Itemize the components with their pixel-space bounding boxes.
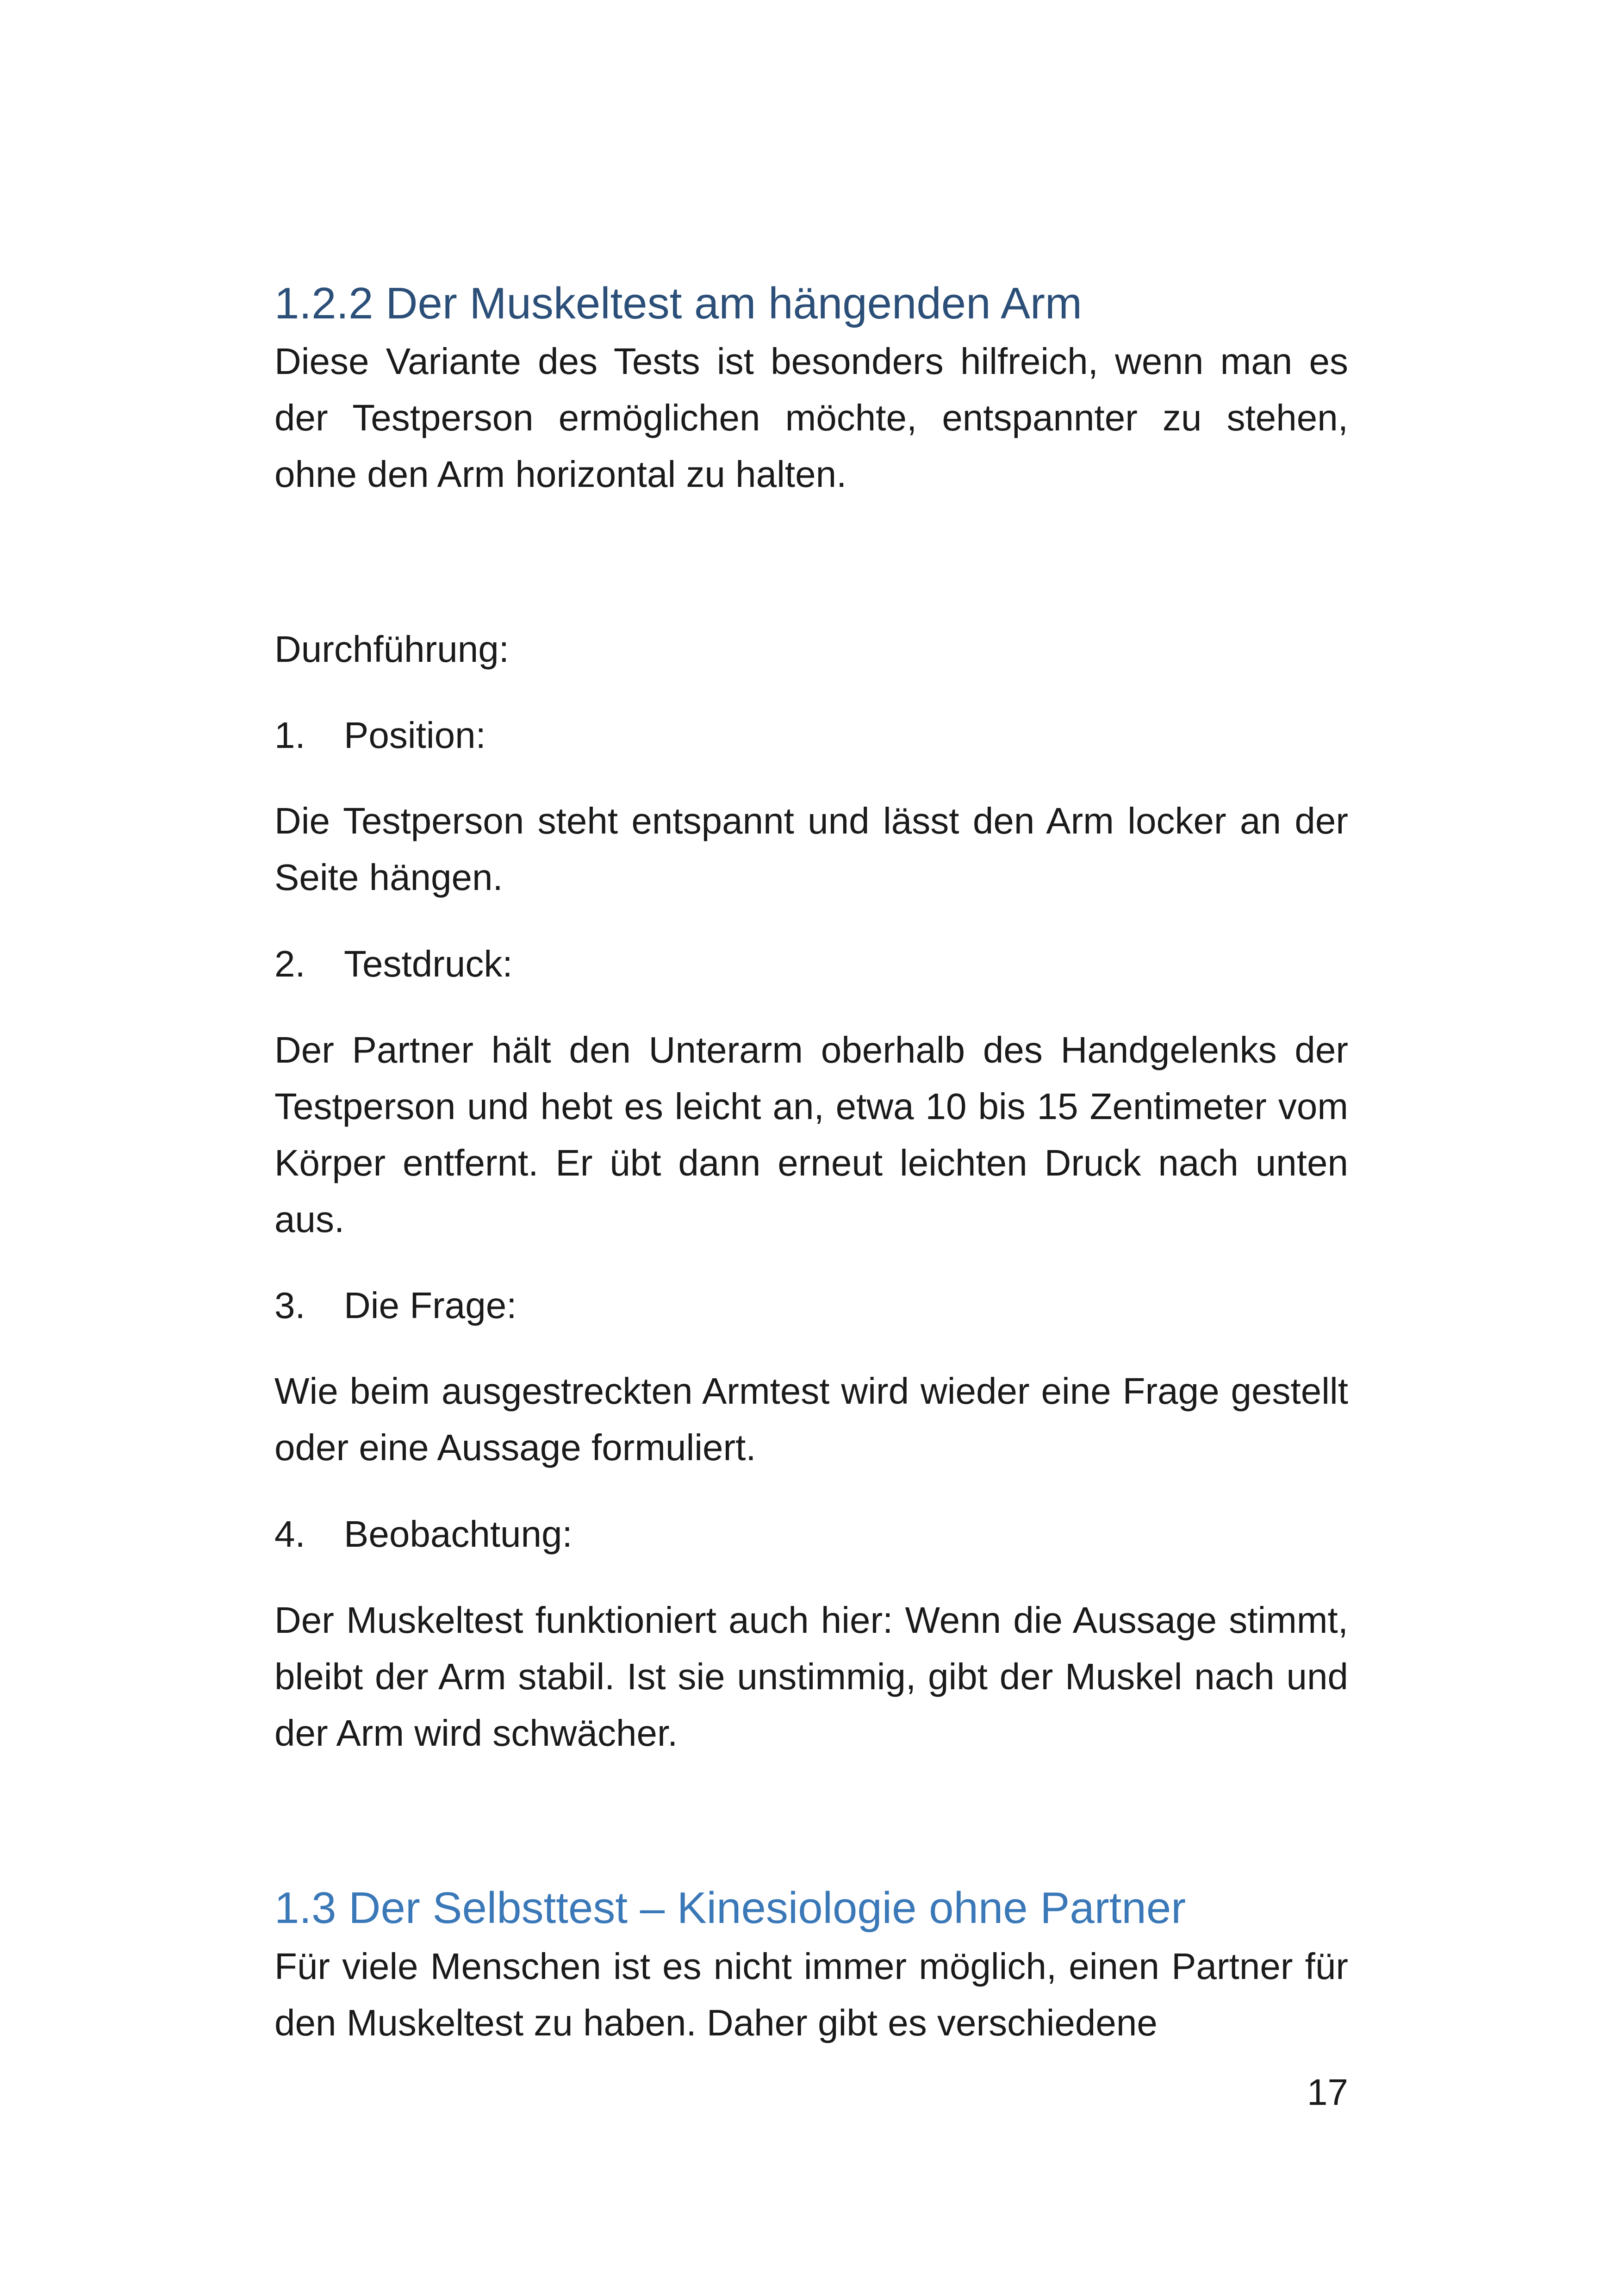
list-item-position — [274, 707, 1348, 764]
page-number: 17 — [1307, 2072, 1348, 2113]
list-number: 4. — [274, 1513, 305, 1555]
list-item-testdruck — [274, 936, 1348, 992]
list-number: 3. — [274, 1285, 305, 1326]
procedure-label: Durchführung: — [274, 628, 509, 670]
list-number: 2. — [274, 943, 305, 984]
list-title: Die Frage: — [344, 1285, 517, 1326]
step-paragraph: Der Partner hält den Unterarm oberhalb des Handgelenks der Testperson und hebt es leicht an, etwa 10 bis 15 Zentimeter vom Körper entfernt. Er übt dann erneut leichten Druck nach unten aus. — [274, 1029, 1348, 1240]
section-heading: 1.3 Der Selbsttest – Kinesiologie ohne Partner — [274, 1883, 1186, 1933]
list-title: Testdruck: — [344, 943, 513, 984]
list-item-beobachtung — [274, 1506, 1348, 1562]
list-title: Position: — [344, 715, 486, 756]
step-paragraph: Wie beim ausgestreckten Armtest wird wieder eine Frage gestellt oder eine Aussage formuliert. — [274, 1370, 1348, 1468]
step-paragraph: Der Muskeltest funktioniert auch hier: Wenn die Aussage stimmt, bleibt der Arm stabil. Ist sie unstimmig, gibt der Muskel nach und der Arm wird schwächer. — [274, 1599, 1348, 1754]
section-intro-paragraph: Diese Variante des Tests ist besonders hilfreich, wenn man es der Testperson ermöglichen möchte, entspannter zu stehen, ohne den Arm horizontal zu halten. — [274, 341, 1348, 495]
section-intro-paragraph: Für viele Menschen ist es nicht immer möglich, einen Partner für den Muskeltest zu haben. Daher gibt es verschiedene — [274, 1946, 1348, 2043]
list-item-frage — [274, 1277, 1348, 1334]
step-paragraph: Die Testperson steht entspannt und lässt den Arm locker an der Seite hängen. — [274, 800, 1348, 898]
list-title: Beobachtung: — [344, 1513, 573, 1555]
list-number: 1. — [274, 715, 305, 756]
section-heading: 1.2.2 Der Muskeltest am hängenden Arm — [274, 279, 1082, 328]
